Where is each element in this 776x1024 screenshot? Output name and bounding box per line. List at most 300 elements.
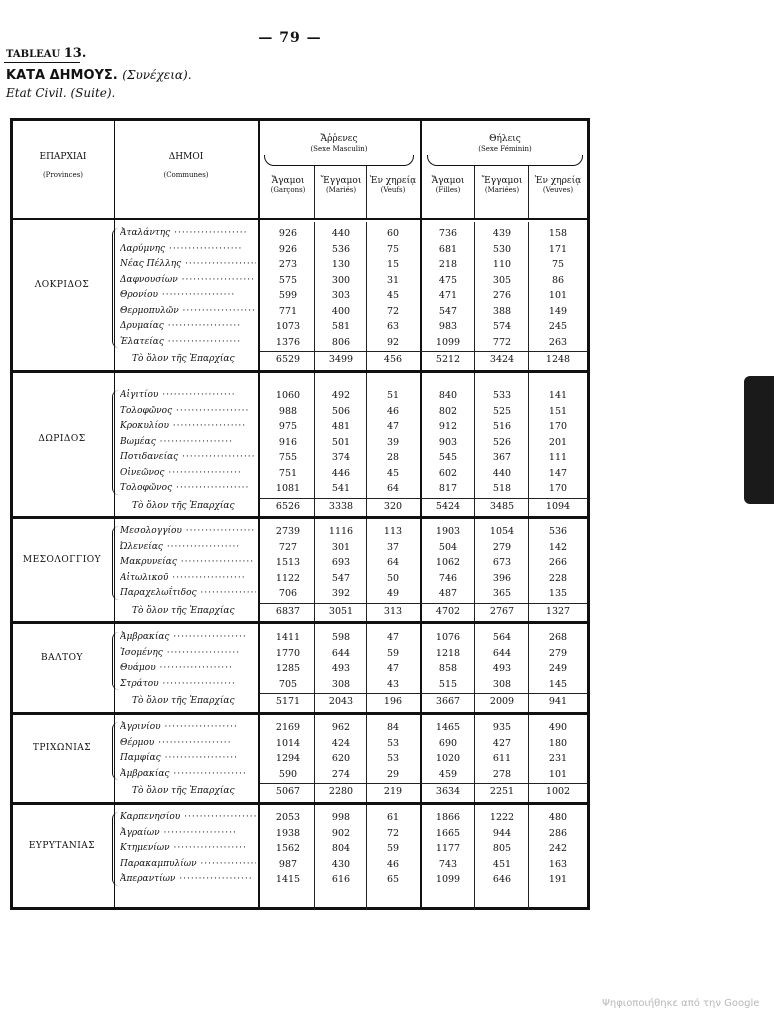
column-header	[530, 176, 586, 194]
total-label: Τὸ ὅλον τῆς Ἐπαρχίας	[132, 605, 235, 616]
table-cell: 987	[278, 858, 298, 870]
group-separator	[10, 370, 590, 373]
table-cell: 516	[492, 421, 512, 432]
commune-name: Ἰσομένης ·····	[120, 646, 256, 662]
header-column-line	[366, 166, 367, 218]
table-cell: 49	[386, 588, 400, 599]
table-cell: 1411	[275, 632, 301, 643]
table-cell: 755	[278, 452, 298, 463]
header-provinces-fr: (Provinces)	[42, 170, 84, 179]
table-cell: 480	[548, 812, 568, 823]
total-cell: 3338	[328, 500, 354, 512]
total-cell: 5424	[435, 500, 461, 512]
table-cell: 840	[438, 390, 458, 401]
column-header-fr: (Veufs)	[380, 186, 406, 195]
table-cell: 536	[548, 526, 568, 537]
table-cell: 2169	[275, 722, 301, 733]
header-column-line	[528, 166, 529, 218]
table-cell: 50	[386, 572, 400, 584]
commune-name: Ἀγρινίου ·····	[120, 720, 256, 736]
table-cell: 983	[438, 321, 458, 332]
table-cell: 388	[492, 305, 512, 317]
table-cell: 171	[548, 243, 568, 255]
table-cell: 61	[386, 812, 400, 823]
page-number: — 79 —	[258, 30, 322, 46]
table-cell: 305	[492, 274, 512, 286]
commune-name: Ὠλενείας ·····	[120, 540, 256, 556]
total-cell: 320	[383, 500, 403, 512]
table-cell: 45	[386, 290, 400, 301]
table-cell: 706	[278, 588, 298, 599]
table-cell: 536	[331, 243, 351, 255]
commune-name: Μακρυνείας ·····	[120, 555, 256, 571]
commune-brace	[112, 526, 119, 600]
table-cell: 1285	[275, 663, 301, 674]
table-cell: 1116	[328, 526, 354, 537]
table-cell: 690	[438, 737, 458, 749]
table-cell: 64	[386, 483, 400, 494]
header-male-fr: (Sexe Masculin)	[310, 144, 368, 153]
table-cell: 163	[548, 858, 568, 870]
table-cell: 533	[492, 390, 512, 401]
table-cell: 86	[551, 274, 565, 286]
total-cell: 3667	[435, 696, 461, 707]
table-cell: 501	[331, 436, 351, 448]
column-header-fr: (Veuves)	[542, 186, 574, 195]
page-tab-marker	[744, 376, 774, 504]
column-header	[476, 176, 528, 194]
province-name: ΛΟΚΡΙΔΟΣ	[34, 280, 90, 290]
table-cell: 65	[386, 874, 400, 885]
table-cell: 459	[438, 768, 458, 780]
table-cell: 611	[492, 753, 512, 764]
commune-name: Ἀγραίων ·····	[120, 826, 256, 842]
column-header-gr: Ἔγγαμοι	[320, 176, 362, 186]
table-cell: 72	[386, 827, 400, 839]
table-cell: 547	[331, 572, 351, 584]
table-cell: 998	[331, 812, 351, 823]
table-cell: 620	[331, 753, 351, 764]
table-cell: 51	[386, 390, 400, 401]
table-cell: 37	[386, 541, 400, 553]
column-header-fr: (Garçons)	[270, 186, 306, 195]
table-cell: 944	[492, 827, 512, 839]
table-cell: 263	[548, 336, 568, 348]
table-cell: 170	[548, 421, 568, 432]
title-suffix: (Συνέχεια).	[122, 68, 192, 82]
table-cell: 31	[386, 274, 400, 286]
commune-name: Οἰνεῶνος ·····	[120, 466, 256, 482]
table-cell: 1060	[275, 390, 301, 401]
commune-name: Θέρμου ·····	[120, 736, 256, 752]
table-cell: 268	[548, 632, 568, 643]
column-header-gr: Ἄγαμοι	[431, 176, 465, 186]
table-cell: 575	[278, 274, 298, 286]
table-cell: 903	[438, 436, 458, 448]
table-cell: 481	[331, 421, 351, 432]
table-cell: 53	[386, 737, 400, 749]
total-cell: 3051	[328, 605, 354, 617]
table-cell: 599	[278, 290, 298, 301]
table-cell: 916	[278, 436, 298, 448]
tableau-text: TABLEAU	[6, 49, 61, 60]
total-cell: 1002	[545, 786, 571, 797]
table-cell: 101	[548, 290, 568, 301]
table-cell: 616	[331, 874, 351, 885]
table-cell: 279	[548, 647, 568, 659]
commune-name: Τολοφῶνος ·····	[120, 404, 256, 420]
data-column-line	[314, 222, 315, 910]
table-cell: 276	[492, 290, 512, 301]
column-header	[316, 176, 366, 194]
table-cell: 804	[331, 843, 351, 854]
table-cell: 526	[492, 436, 512, 448]
table-cell: 515	[438, 678, 458, 690]
total-cell: 5171	[275, 696, 301, 707]
table-cell: 47	[386, 663, 400, 674]
table-cell: 392	[331, 588, 351, 599]
table-cell: 988	[278, 405, 298, 417]
table-cell: 602	[438, 467, 458, 479]
table-cell: 64	[386, 557, 400, 568]
table-cell: 427	[492, 737, 512, 749]
total-cell: 2280	[328, 786, 354, 797]
data-column-line	[528, 222, 529, 910]
province-name: ΤΡΙΧΩΝΙΑΣ	[32, 743, 92, 753]
header-male-gr: Ἄῤῥενες	[320, 134, 358, 144]
table-cell: 1099	[435, 874, 461, 885]
commune-name: Ἀταλάντης ·····	[120, 226, 256, 242]
page-title	[6, 68, 192, 83]
header-female-brace	[427, 155, 583, 166]
table-cell: 113	[383, 526, 403, 537]
commune-name: Παραχελωΐτιδος ·····	[120, 586, 256, 602]
province-name: ΜΕΣΟΛΟΓΓΙΟΥ	[22, 554, 102, 565]
table-cell: 487	[438, 588, 458, 599]
table-cell: 746	[438, 572, 458, 584]
table-cell: 525	[492, 405, 512, 417]
table-cell: 1938	[275, 827, 301, 839]
total-cell: 1327	[545, 605, 571, 617]
commune-name: Δρυμαίας ·····	[120, 319, 256, 335]
total-cell: 5067	[275, 786, 301, 797]
commune-brace	[112, 722, 119, 780]
table-cell: 151	[548, 405, 568, 417]
commune-name: Ἀμβρακίας ·····	[120, 767, 256, 783]
table-cell: 59	[386, 843, 400, 854]
total-label: Τὸ ὅλον τῆς Ἐπαρχίας	[132, 696, 235, 706]
table-cell: 530	[492, 243, 512, 255]
commune-name: Αἰτωλικοῦ ·····	[120, 571, 256, 587]
table-cell: 590	[278, 768, 298, 780]
table-cell: 242	[548, 843, 568, 854]
total-cell: 1094	[545, 500, 571, 512]
total-cell: 6526	[275, 500, 301, 512]
table-cell: 673	[492, 557, 512, 568]
table-cell: 92	[386, 336, 400, 348]
total-label: Τὸ ὅλον τῆς Ἐπαρχίας	[132, 500, 235, 511]
table-cell: 47	[386, 632, 400, 643]
table-cell: 1020	[435, 753, 461, 764]
table-cell: 598	[331, 632, 351, 643]
title-main: ΚΑΤΑ ΔΗΜΟΥΣ.	[6, 68, 118, 83]
table-cell: 72	[386, 305, 400, 317]
total-cell: 2767	[489, 605, 515, 617]
table-cell: 644	[492, 647, 512, 659]
table-cell: 926	[278, 228, 298, 239]
total-label: Τὸ ὅλον τῆς Ἐπαρχίας	[132, 786, 235, 796]
table-cell: 912	[438, 421, 458, 432]
commune-name: Αἰγιτίου ·····	[120, 388, 256, 404]
table-cell: 935	[492, 722, 512, 733]
total-cell: 313	[383, 605, 403, 617]
table-cell: 279	[492, 541, 512, 553]
table-cell: 1014	[275, 737, 301, 749]
commune-name: Νέας Πέλλης ·····	[120, 257, 256, 273]
table-cell: 493	[331, 663, 351, 674]
commune-name: Τολοφῶνος ·····	[120, 481, 256, 497]
commune-name: Βωμέας ·····	[120, 435, 256, 451]
province-name: ΕΥΡΥΤΑΝΙΑΣ	[28, 840, 96, 851]
table-cell: 46	[386, 858, 400, 870]
total-cell: 3499	[328, 354, 354, 365]
table-cell: 63	[386, 321, 400, 332]
commune-name: Μεσολογγίου ·····	[120, 524, 256, 540]
table-cell: 424	[331, 737, 351, 749]
table-cell: 646	[492, 874, 512, 885]
table-cell: 308	[331, 678, 351, 690]
table-cell: 43	[386, 678, 400, 690]
table-cell: 2053	[275, 812, 301, 823]
commune-name: Καρπενησίου ·····	[120, 810, 256, 826]
table-cell: 135	[548, 588, 568, 599]
commune-name: Παμφίας ·····	[120, 751, 256, 767]
table-cell: 1222	[489, 812, 515, 823]
table-cell: 201	[548, 436, 568, 448]
table-cell: 1294	[275, 753, 301, 764]
table-cell: 141	[548, 390, 568, 401]
table-cell: 743	[438, 858, 458, 870]
table-cell: 1081	[275, 483, 301, 494]
commune-brace	[112, 390, 119, 495]
table-cell: 1177	[435, 843, 461, 854]
table-cell: 506	[331, 405, 351, 417]
total-label: Τὸ ὅλον τῆς Ἐπαρχίας	[132, 354, 235, 364]
table-cell: 1513	[275, 557, 301, 568]
column-header	[422, 176, 474, 194]
table-cell: 303	[331, 290, 351, 301]
commune-name: Λαρύμνης ·····	[120, 242, 256, 258]
table-cell: 1376	[275, 336, 301, 348]
commune-name: Ἐλατείας ·····	[120, 335, 256, 351]
table-cell: 858	[438, 663, 458, 674]
total-cell: 196	[383, 696, 403, 707]
header-column-line	[474, 166, 475, 218]
total-cell: 3424	[489, 354, 515, 365]
table-cell: 266	[548, 557, 568, 568]
table-cell: 60	[386, 228, 400, 239]
header-female	[423, 134, 587, 166]
table-cell: 547	[438, 305, 458, 317]
table-cell: 727	[278, 541, 298, 553]
table-cell: 681	[438, 243, 458, 255]
table-cell: 564	[492, 632, 512, 643]
commune-name: Θυάμου ·····	[120, 661, 256, 677]
total-cell: 6529	[275, 354, 301, 365]
table-cell: 101	[548, 768, 568, 780]
table-cell: 471	[438, 290, 458, 301]
table-cell: 396	[492, 572, 512, 584]
table-cell: 751	[278, 467, 298, 479]
total-cell: 219	[383, 786, 403, 797]
table-cell: 158	[548, 228, 568, 239]
column-header-fr: (Mariées)	[484, 186, 520, 195]
total-cell: 2251	[489, 786, 515, 797]
table-cell: 53	[386, 753, 400, 764]
commune-name: Κτημενίων ·····	[120, 841, 256, 857]
column-header	[368, 176, 418, 194]
table-cell: 1054	[489, 526, 515, 537]
table-cell: 249	[548, 663, 568, 674]
commune-name: Ἀπεραντίων ·····	[120, 872, 256, 888]
total-cell: 2009	[489, 696, 515, 707]
commune-name: Κροκυλίου ·····	[120, 419, 256, 435]
table-cell: 300	[331, 274, 351, 286]
header-female-gr: Θήλεις	[489, 134, 521, 144]
column-header	[262, 176, 314, 194]
group-separator	[10, 712, 590, 715]
table-cell: 975	[278, 421, 298, 432]
table-cell: 1903	[435, 526, 461, 537]
commune-name: Στράτου ·····	[120, 677, 256, 693]
table-cell: 439	[492, 228, 512, 239]
table-cell: 451	[492, 858, 512, 870]
table-cell: 29	[386, 768, 400, 780]
group-separator	[10, 516, 590, 519]
header-column-line	[314, 166, 315, 218]
google-watermark: Ψηφιοποιήθηκε από την Google	[602, 998, 760, 1009]
table-cell: 1866	[435, 812, 461, 823]
table-cell: 817	[438, 483, 458, 494]
table-cell: 581	[331, 321, 351, 332]
table-cell: 446	[331, 467, 351, 479]
table-cell: 806	[331, 336, 351, 348]
table-cell: 490	[548, 722, 568, 733]
table-cell: 15	[386, 259, 400, 270]
table-cell: 1562	[275, 843, 301, 854]
table-cell: 110	[492, 259, 512, 270]
table-cell: 400	[331, 305, 351, 317]
table-cell: 705	[278, 678, 298, 690]
table-cell: 286	[548, 827, 568, 839]
column-header-gr: Ἐν χηρείᾳ	[534, 176, 582, 186]
tableau-number: 13.	[63, 46, 87, 61]
table-cell: 1415	[275, 874, 301, 885]
table-cell: 1122	[275, 572, 301, 584]
column-header-gr: Ἔγγαμοι	[481, 176, 523, 186]
table-cell: 1076	[435, 632, 461, 643]
commune-name: Δαφνουσίων ·····	[120, 273, 256, 289]
table-cell: 47	[386, 421, 400, 432]
tableau-label	[6, 46, 86, 61]
table-cell: 308	[492, 678, 512, 690]
table-cell: 574	[492, 321, 512, 332]
table-cell: 365	[492, 588, 512, 599]
total-cell: 3634	[435, 786, 461, 797]
data-column-line	[474, 222, 475, 910]
table-cell: 228	[548, 572, 568, 584]
table-cell: 440	[492, 467, 512, 479]
table-cell: 111	[548, 452, 568, 463]
group-separator	[10, 621, 590, 624]
column-header-fr: (Mariés)	[325, 186, 357, 195]
header-provinces	[14, 152, 112, 179]
table-cell: 644	[331, 647, 351, 659]
table-cell: 301	[331, 541, 351, 553]
table-cell: 1062	[435, 557, 461, 568]
header-female-fr: (Sexe Féminin)	[478, 144, 532, 153]
table-cell: 504	[438, 541, 458, 553]
table-cell: 278	[492, 768, 512, 780]
column-header-gr: Ἐν χηρείᾳ	[369, 176, 417, 186]
header-communes-gr: ΔΗΜΟΙ	[168, 152, 204, 162]
table-cell: 493	[492, 663, 512, 674]
table-cell: 1218	[435, 647, 461, 659]
table-cell: 273	[278, 259, 298, 270]
column-header-gr: Ἄγαμοι	[271, 176, 305, 186]
table-cell: 545	[438, 452, 458, 463]
header-male-brace	[264, 155, 414, 166]
total-cell: 6837	[275, 605, 301, 617]
table-cell: 231	[548, 753, 568, 764]
total-cell: 1248	[545, 354, 571, 365]
commune-brace	[112, 632, 119, 690]
commune-name: Θρονίου ·····	[120, 288, 256, 304]
table-cell: 1073	[275, 321, 301, 332]
commune-name: Ποτιδανείας ·····	[120, 450, 256, 466]
table-cell: 805	[492, 843, 512, 854]
table-cell: 245	[548, 321, 568, 332]
table-cell: 771	[278, 305, 298, 317]
table-cell: 518	[492, 483, 512, 494]
table-cell: 46	[386, 405, 400, 417]
province-name: ΒΑΛΤΟΥ	[41, 653, 83, 663]
table-cell: 440	[331, 228, 351, 239]
commune-name: Θερμοπυλῶν ·····	[120, 304, 256, 320]
table-cell: 902	[331, 827, 351, 839]
table-cell: 75	[386, 243, 400, 255]
header-communes-fr: (Communes)	[163, 170, 209, 179]
table-cell: 170	[548, 483, 568, 494]
total-cell: 5212	[435, 354, 461, 365]
province-name: ΔΩΡΙΔΟΣ	[38, 434, 86, 445]
commune-brace	[112, 228, 119, 348]
header-separator	[10, 218, 590, 220]
table-cell: 367	[492, 452, 512, 463]
total-cell: 456	[383, 354, 403, 365]
group-separator	[10, 802, 590, 805]
total-cell: 2043	[328, 696, 354, 707]
table-cell: 1665	[435, 827, 461, 839]
table-cell: 149	[548, 305, 568, 317]
table-cell: 430	[331, 858, 351, 870]
table-cell: 374	[331, 452, 351, 463]
table-cell: 142	[548, 541, 568, 553]
total-cell: 3485	[489, 500, 515, 512]
table-cell: 541	[331, 483, 351, 494]
header-male	[260, 134, 418, 166]
table-cell: 1465	[435, 722, 461, 733]
